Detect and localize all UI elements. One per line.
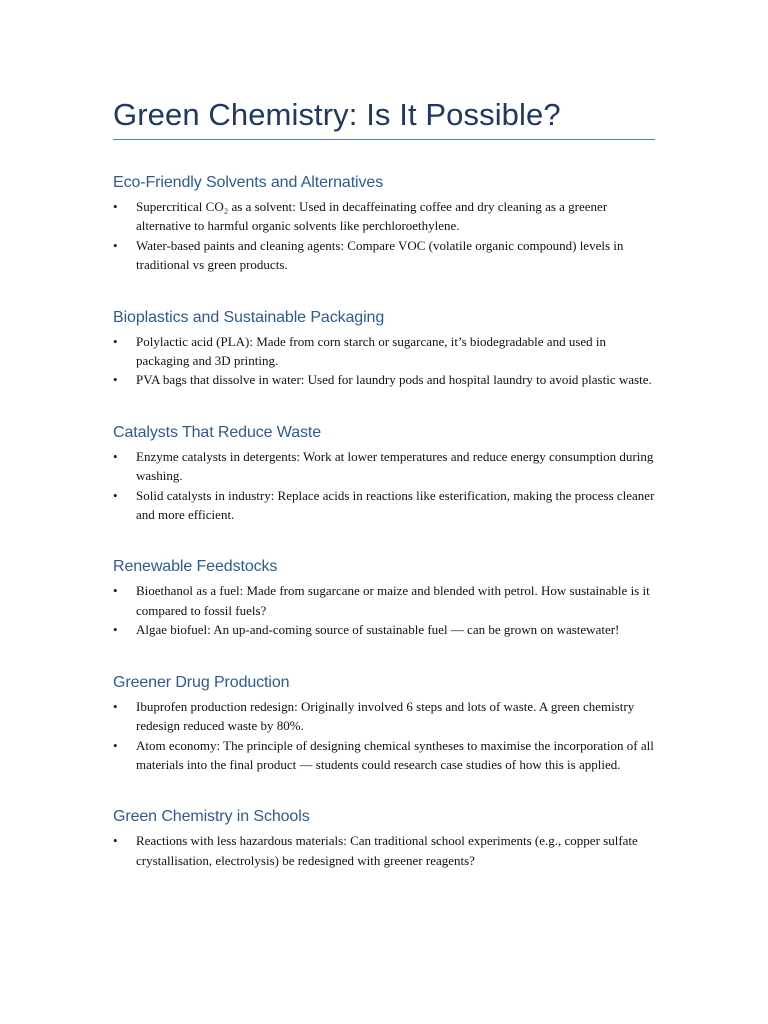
list-item (113, 831, 655, 870)
section-heading: Greener Drug Production (113, 673, 290, 691)
bullet-icon: • (113, 237, 118, 253)
list-item (113, 197, 655, 236)
section-eco-friendly-solvents (113, 173, 655, 275)
section-heading: Green Chemistry in Schools (113, 808, 310, 826)
list-item (113, 447, 655, 486)
list-item-text: Water-based paints and cleaning agents: Compare VOC (volatile organic compound) levels in traditional vs green products. (136, 237, 624, 273)
bullet-icon: • (113, 448, 118, 464)
list-item-text: Reactions with less hazardous materials: Can traditional school experiments (e.g., copper sulfate crystallisation, electrolysis) be redesigned with greener reagents? (136, 833, 638, 868)
bullet-list (113, 332, 655, 390)
list-item-text: Supercritical CO₂ as a solvent: Used in decaffeinating coffee and dry cleaning as a greener alternative to harmful organic solvents like perchloroethylene. (136, 199, 608, 234)
section-bioplastics (113, 308, 655, 390)
list-item (113, 697, 655, 736)
section-heading: Catalysts That Reduce Waste (113, 423, 322, 441)
list-item-text: PVA bags that dissolve in water: Used for laundry pods and hospital laundry to avoid plastic waste. (136, 372, 652, 388)
list-item (113, 332, 655, 371)
section-heading: Eco-Friendly Solvents and Alternatives (113, 174, 384, 191)
bullet-icon: • (113, 199, 118, 214)
list-item (113, 236, 655, 275)
list-item-text: Bioethanol as a fuel: Made from sugarcane or maize and blended with petrol. How sustainable is it compared to fossil fuels? (136, 583, 650, 618)
list-item-text: Enzyme catalysts in detergents: Work at lower temperatures and reduce energy consumption during washing. (136, 448, 654, 484)
bullet-icon: • (113, 333, 118, 349)
bullet-icon: • (113, 583, 118, 599)
title-underline-rule (113, 139, 655, 140)
section-heading: Bioplastics and Sustainable Packaging (113, 308, 385, 326)
list-item (113, 370, 655, 389)
list-item-text: Ibuprofen production redesign: Originally involved 6 steps and lots of waste. A green chemistry redesign reduced waste by 80%. (136, 698, 635, 734)
list-item (113, 486, 655, 525)
bullet-icon: • (113, 698, 118, 714)
bullet-list (113, 447, 655, 525)
bullet-icon: • (113, 737, 118, 753)
bullet-list (113, 831, 655, 870)
section-renewable-feedstocks (113, 557, 655, 639)
list-item-text: Algae biofuel: An up-and-coming source of sustainable fuel — can be grown on wastewater! (136, 622, 620, 638)
section-green-chemistry-schools (113, 807, 655, 870)
list-item-text: Polylactic acid (PLA): Made from corn starch or sugarcane, it’s biodegradable and used in packaging and 3D printing. (136, 333, 607, 369)
bullet-icon: • (113, 833, 118, 849)
bullet-list (113, 581, 655, 639)
list-item (113, 581, 655, 620)
bullet-icon: • (113, 372, 118, 388)
bullet-list (113, 197, 655, 275)
list-item (113, 736, 655, 775)
document-title: Green Chemistry: Is It Possible? (113, 97, 561, 132)
document-page (113, 92, 655, 870)
section-heading: Renewable Feedstocks (113, 558, 278, 576)
list-item (113, 620, 655, 639)
section-greener-drug-production (113, 673, 655, 775)
list-item-text: Solid catalysts in industry: Replace acids in reactions like esterification, making the process cleaner and more efficient. (136, 487, 655, 523)
bullet-list (113, 697, 655, 775)
section-catalysts (113, 423, 655, 525)
list-item-text: Atom economy: The principle of designing chemical syntheses to maximise the incorporation of all materials into the final product — students could research case studies of how this is applied. (136, 737, 654, 772)
bullet-icon: • (113, 622, 118, 638)
bullet-icon: • (113, 487, 118, 503)
